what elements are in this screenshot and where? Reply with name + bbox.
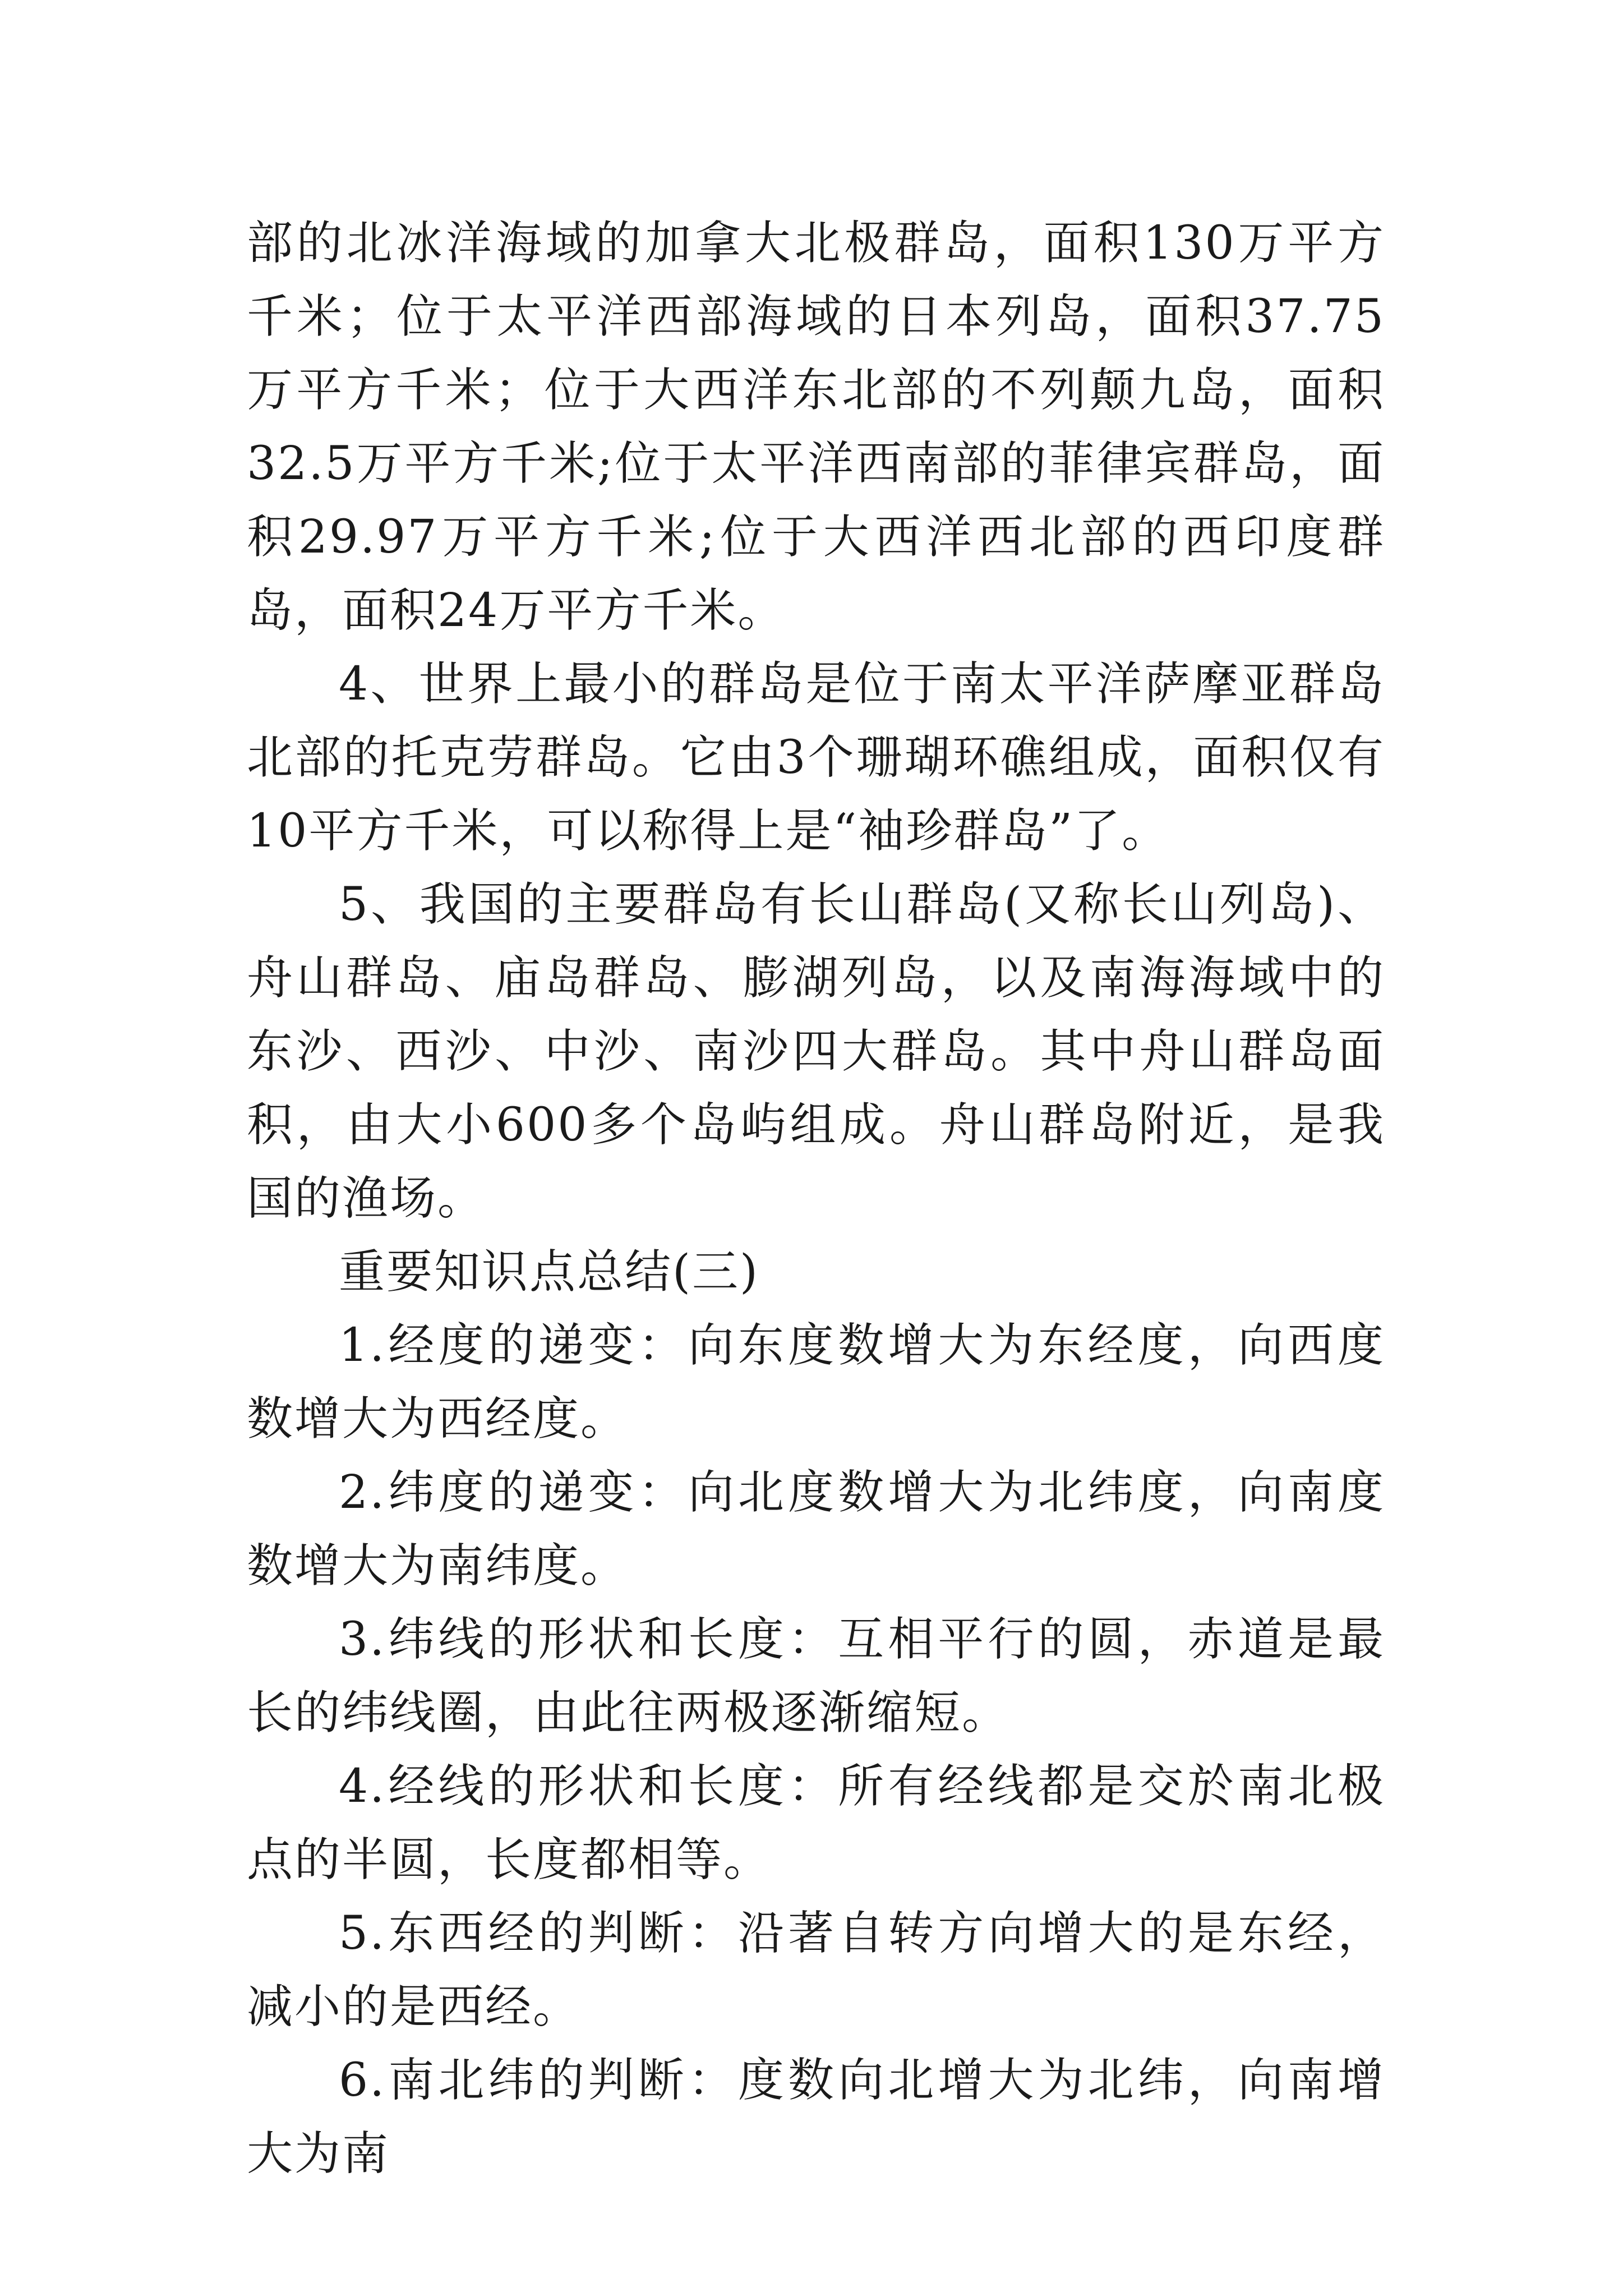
paragraph-north-south-latitude: 6.南北纬的判断：度数向北增大为北纬，向南增大为南	[247, 2054, 1385, 2180]
paragraph-east-west-longitude: 5.东西经的判断：沿著自转方向增大的是东经，减小的是西经。	[247, 1907, 1385, 2033]
paragraph-smallest-archipelago: 4、世界上最小的群岛是位于南太平洋萨摩亚群岛北部的托克劳群岛。它由3个珊瑚环礁组成，面积仅有10平方千米，可以称得上是“袖珍群岛”了。	[247, 657, 1385, 858]
paragraph-parallel-shape: 3.纬线的形状和长度：互相平行的圆，赤道是最长的纬线圈，由此往两极逐渐缩短。	[247, 1613, 1385, 1740]
document-body	[247, 206, 1385, 2191]
paragraph-china-archipelagos: 5、我国的主要群岛有长山群岛(又称长山列岛)、舟山群岛、庙岛群岛、膨湖列岛，以及南海海域中的东沙、西沙、中沙、南沙四大群岛。其中舟山群岛面积，由大小600多个岛屿组成。舟山群岛附近，是我国的渔场。	[247, 878, 1385, 1225]
section-heading: 重要知识点总结(三)	[339, 1245, 759, 1299]
paragraph-longitude-change: 1.经度的递变：向东度数增大为东经度，向西度数增大为西经度。	[247, 1319, 1385, 1446]
paragraph-meridian-shape: 4.经线的形状和长度：所有经线都是交於南北极点的半圆，长度都相等。	[247, 1760, 1385, 1887]
paragraph-island-areas: 部的北冰洋海域的加拿大北极群岛，面积130万平方千米；位于太平洋西部海域的日本列岛，面积37.75万平方千米；位于大西洋东北部的不列颠九岛，面积32.5万平方千米;位于太平洋西南部的菲律宾群岛，面积29.97万平方千米;位于大西洋西北部的西印度群岛，面积24万平方千米。	[247, 217, 1385, 637]
paragraph-latitude-change: 2.纬度的递变：向北度数增大为北纬度，向南度数增大为南纬度。	[247, 1466, 1385, 1593]
